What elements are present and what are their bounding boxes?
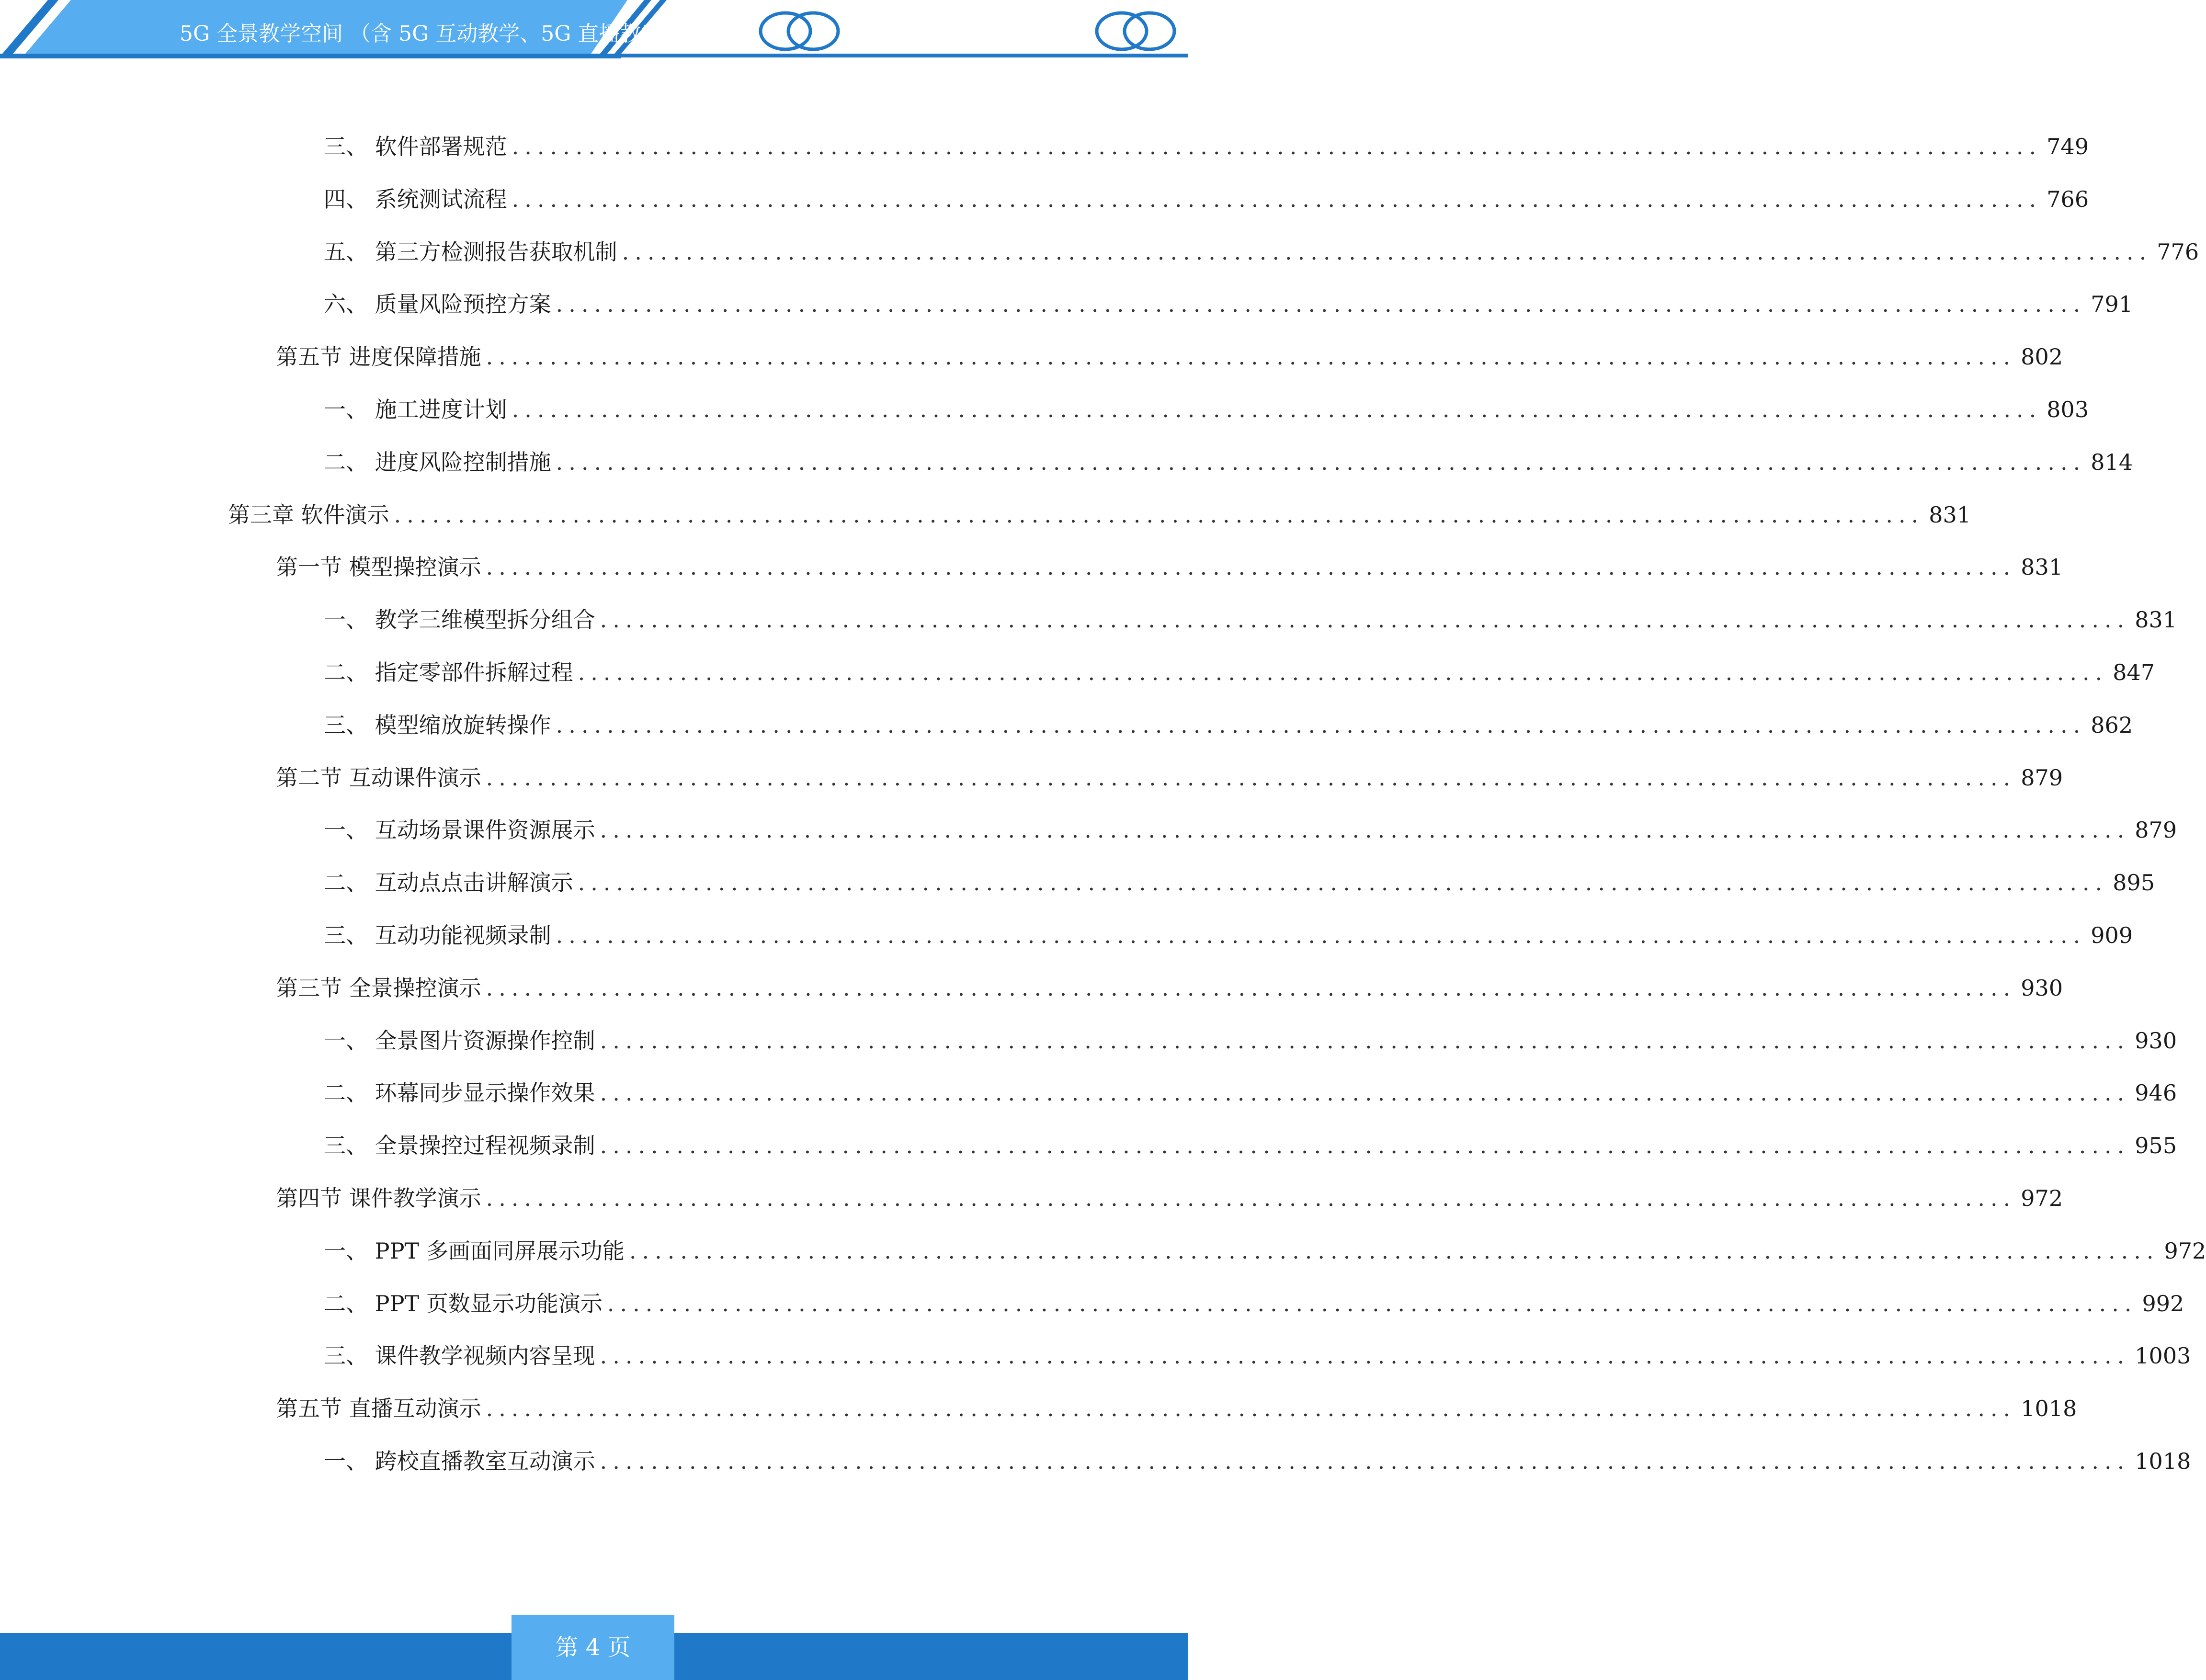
toc-entry[interactable] (324, 181, 2089, 217)
toc-entry[interactable] (324, 1233, 2206, 1269)
toc-entry[interactable] (324, 1075, 2177, 1111)
toc-entry-page: 972 (2021, 1185, 2063, 1211)
toc-entry[interactable] (324, 812, 2177, 848)
toc-entry-page: 879 (2021, 765, 2063, 791)
toc-entry-label: 一、 教学三维模型拆分组合 (324, 607, 595, 633)
toc-leader-dots: ........................................................................................................................ (578, 659, 2108, 685)
toc-entry-label: 六、 质量风险预控方案 (324, 291, 551, 317)
toc-entry[interactable] (324, 286, 2133, 322)
toc-entry-label: 第五节 直播互动演示 (276, 1396, 481, 1421)
toc-entry[interactable] (324, 864, 2155, 901)
toc-entry-page: 946 (2135, 1080, 2177, 1106)
toc-entry-label: 二、 互动点点击讲解演示 (324, 870, 573, 896)
toc-leader-dots: ........................................................................................................................ (512, 186, 2042, 212)
toc-entry[interactable] (276, 970, 2063, 1006)
toc-leader-dots: ........................................................................................................................ (629, 1238, 2160, 1264)
toc-entry-label: 二、 环幕同步显示操作效果 (324, 1080, 595, 1106)
toc-leader-dots: ........................................................................................................................ (486, 975, 2016, 1001)
toc-entry-label: 一、 全景图片资源操作控制 (324, 1028, 595, 1054)
toc-entry-page: 791 (2091, 291, 2133, 317)
toc-leader-dots: ........................................................................................................................ (556, 922, 2086, 948)
toc-entry-page: 847 (2113, 659, 2155, 685)
toc-entry[interactable] (324, 444, 2133, 480)
toc-entry-page: 766 (2047, 186, 2089, 212)
toc-leader-dots: ........................................................................................................................ (556, 449, 2086, 475)
toc-entry-label: 第三节 全景操控演示 (276, 975, 481, 1001)
toc-leader-dots: ........................................................................................................................ (600, 1080, 2130, 1106)
toc-entry-page: 1018 (2135, 1448, 2191, 1474)
toc-entry[interactable] (324, 1338, 2191, 1374)
toc-leader-dots: ........................................................................................................................ (556, 291, 2086, 317)
toc-leader-dots: ........................................................................................................................ (394, 502, 1924, 528)
toc-entry-page: 803 (2047, 397, 2089, 422)
toc-entry[interactable] (324, 1127, 2177, 1164)
toc-entry-page: 831 (2135, 607, 2177, 633)
toc-entry-label: 第三章 软件演示 (228, 502, 389, 528)
toc-leader-dots: ........................................................................................................................ (578, 870, 2108, 896)
toc-entry-page: 1018 (2021, 1396, 2077, 1421)
toc-leader-dots: ........................................................................................................................ (622, 239, 2152, 265)
toc-entry-page: 930 (2021, 975, 2063, 1001)
page-header (0, 0, 1188, 67)
toc-entry-page: 814 (2091, 449, 2133, 475)
toc-entry[interactable] (324, 654, 2155, 691)
toc-leader-dots: ........................................................................................................................ (600, 1133, 2130, 1158)
toc-entry-page: 776 (2157, 239, 2199, 265)
toc-entry-page: 831 (1929, 502, 1971, 528)
toc-entry[interactable] (324, 707, 2133, 743)
toc-entry-page: 909 (2091, 922, 2133, 948)
toc-leader-dots: ........................................................................................................................ (486, 765, 2016, 791)
toc-entry-page: 972 (2164, 1238, 2206, 1264)
toc-entry-label: 三、 软件部署规范 (324, 134, 507, 159)
toc-entry-page: 992 (2142, 1291, 2184, 1317)
toc-leader-dots: ........................................................................................................................ (512, 397, 2042, 422)
toc-entry-label: 四、 系统测试流程 (324, 186, 507, 212)
toc-entry-label: 一、 互动场景课件资源展示 (324, 817, 595, 843)
toc-entry-page: 831 (2021, 554, 2063, 580)
toc-entry[interactable] (276, 760, 2063, 796)
toc-entry[interactable] (324, 234, 2199, 270)
toc-leader-dots: ........................................................................................................................ (486, 1185, 2016, 1211)
toc-leader-dots: ........................................................................................................................ (556, 712, 2086, 738)
toc-entry[interactable] (276, 339, 2063, 375)
toc-entry[interactable] (324, 917, 2133, 954)
toc-entry-page: 895 (2113, 870, 2155, 896)
toc-leader-dots: ........................................................................................................................ (600, 1448, 2130, 1474)
toc-entry-page: 802 (2021, 344, 2063, 370)
toc-entry-page: 955 (2135, 1133, 2177, 1158)
toc-entry-label: 二、 指定零部件拆解过程 (324, 659, 573, 685)
toc-entry-label: 三、 模型缩放旋转操作 (324, 712, 551, 738)
toc-entry-label: 第四节 课件教学演示 (276, 1185, 481, 1211)
double-ring-logo-icon (757, 10, 843, 53)
toc-leader-dots: ........................................................................................................................ (600, 1343, 2130, 1369)
toc-entry[interactable] (276, 1180, 2063, 1216)
toc-leader-dots: ........................................................................................................................ (600, 1028, 2130, 1054)
toc-entry[interactable] (324, 602, 2177, 638)
header-title: 5G 全景教学空间 （含 5G 互动教学、5G 直播教室） (180, 22, 683, 46)
toc-entry[interactable] (276, 1390, 2077, 1427)
page-number: 第 4 页 (512, 1615, 674, 1680)
toc-entry[interactable] (324, 391, 2089, 428)
toc-entry-label: 一、 跨校直播教室互动演示 (324, 1448, 595, 1474)
double-ring-logo-icon (1093, 10, 1179, 53)
toc-entry[interactable] (228, 497, 1971, 533)
toc-entry[interactable] (276, 549, 2063, 585)
toc-entry-page: 1003 (2135, 1343, 2191, 1369)
toc-entry-label: 二、 进度风险控制措施 (324, 449, 551, 475)
toc-entry-label: 第五节 进度保障措施 (276, 344, 481, 370)
toc-entry-label: 二、 PPT 页数显示功能演示 (324, 1291, 603, 1317)
toc-entry-page: 862 (2091, 712, 2133, 738)
toc-entry[interactable] (324, 128, 2089, 165)
toc-leader-dots: ........................................................................................................................ (600, 607, 2130, 633)
toc-entry-label: 五、 第三方检测报告获取机制 (324, 239, 617, 265)
toc-entry-label: 三、 全景操控过程视频录制 (324, 1133, 595, 1158)
toc-leader-dots: ........................................................................................................................ (607, 1291, 2138, 1317)
toc-entry[interactable] (324, 1285, 2184, 1322)
toc-entry-label: 第一节 模型操控演示 (276, 554, 481, 580)
toc-leader-dots: ........................................................................................................................ (486, 1396, 2016, 1421)
toc-leader-dots: ........................................................................................................................ (600, 817, 2130, 843)
toc-entry-page: 879 (2135, 817, 2177, 843)
toc-entry-label: 三、 互动功能视频录制 (324, 922, 551, 948)
toc-leader-dots: ........................................................................................................................ (512, 134, 2042, 159)
toc-entry-page: 930 (2135, 1028, 2177, 1054)
toc-entry-label: 三、 课件教学视频内容呈现 (324, 1343, 595, 1369)
toc-leader-dots: ........................................................................................................................ (486, 344, 2016, 370)
toc-entry[interactable] (324, 1022, 2177, 1059)
toc-leader-dots: ........................................................................................................................ (486, 554, 2016, 580)
toc-entry-label: 一、 施工进度计划 (324, 397, 507, 422)
toc-entry-label: 一、 PPT 多画面同屏展示功能 (324, 1238, 625, 1264)
toc-entry-page: 749 (2047, 134, 2089, 159)
toc-entry[interactable] (324, 1443, 2191, 1479)
toc-entry-label: 第二节 互动课件演示 (276, 765, 481, 791)
